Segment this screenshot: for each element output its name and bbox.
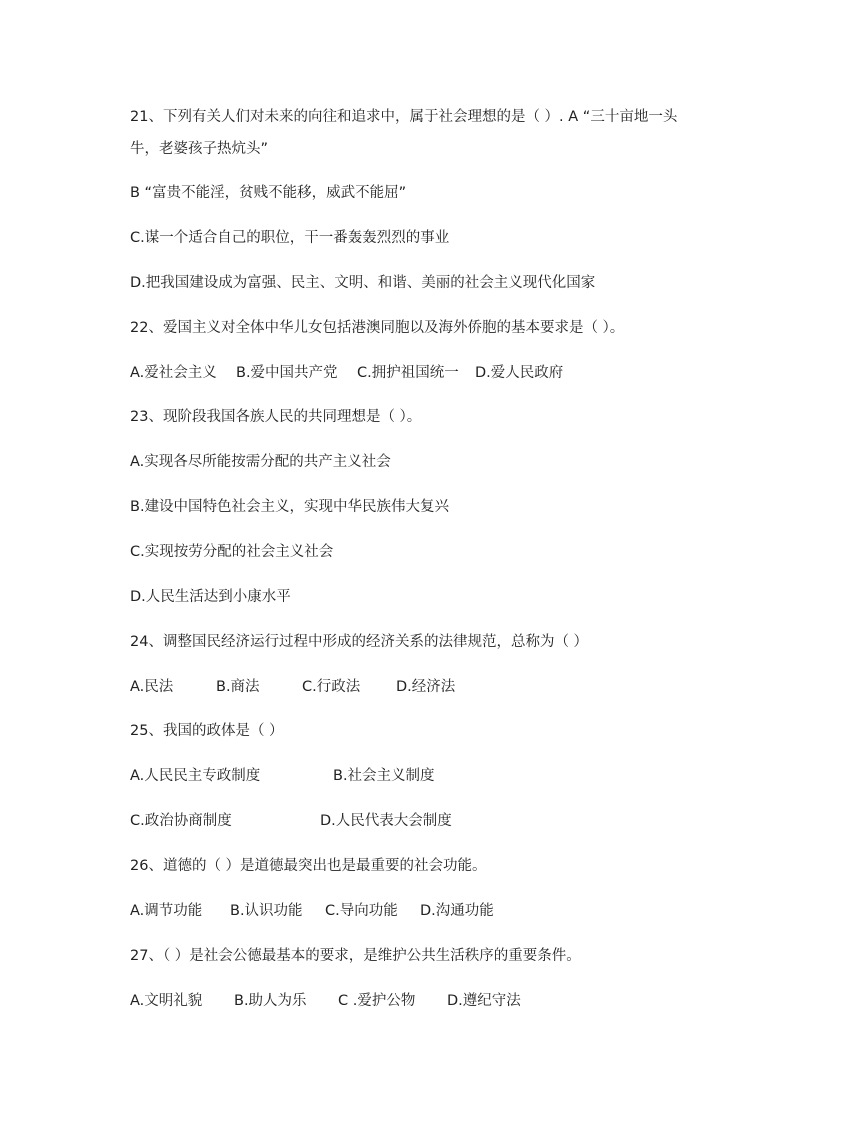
- question-22-option-b: B.爱中国共产党: [236, 365, 338, 381]
- question-23-option-a: A.实现各尽所能按需分配的共产主义社会: [130, 454, 391, 470]
- question-24-option-a: A.民法: [130, 679, 174, 695]
- question-21-stem-line1: 21、下列有关人们对未来的向往和追求中，属于社会理想的是（ ）. A “三十亩地一头: [130, 109, 678, 125]
- question-22-option-c: C.拥护祖国统一: [357, 365, 459, 381]
- question-22-option-d: D.爱人民政府: [475, 365, 564, 381]
- question-24-option-b: B.商法: [216, 679, 260, 695]
- question-21-option-c: C.谋一个适合自己的职位，干一番轰轰烈烈的事业: [130, 230, 450, 246]
- question-26-options: [130, 901, 494, 921]
- question-25-options-row1: [130, 766, 435, 786]
- question-21-option-d: D.把我国建设成为富强、民主、文明、和谐、美丽的社会主义现代化国家: [130, 275, 596, 291]
- question-25-option-c: C.政治协商制度: [130, 813, 232, 829]
- question-22-stem: 22、爱国主义对全体中华儿女包括港澳同胞以及海外侨胞的基本要求是（ ）。: [130, 320, 625, 336]
- question-22-options: [130, 363, 563, 383]
- question-26-option-a: A.调节功能: [130, 903, 203, 919]
- question-21-stem-line2: 牛，老婆孩子热炕头”: [130, 141, 269, 157]
- question-23-option-b: B.建设中国特色社会主义，实现中华民族伟大复兴: [130, 499, 450, 515]
- question-27-options: [130, 991, 521, 1011]
- question-23-option-d: D.人民生活达到小康水平: [130, 589, 291, 605]
- question-27-option-d: D.遵纪守法: [447, 993, 521, 1009]
- question-27-option-a: A.文明礼貌: [130, 993, 203, 1009]
- question-25-option-a: A.人民民主专政制度: [130, 768, 261, 784]
- question-25-option-d: D.人民代表大会制度: [320, 813, 452, 829]
- question-27-option-c: C .爱护公物: [338, 993, 416, 1009]
- question-26-stem: 26、道德的（ ）是道德最突出也是最重要的社会功能。: [130, 858, 487, 874]
- question-23-option-c: C.实现按劳分配的社会主义社会: [130, 544, 334, 560]
- question-26-option-d: D.沟通功能: [420, 903, 494, 919]
- question-22-option-a: A.爱社会主义: [130, 365, 217, 381]
- question-27-stem: 27、（ ）是社会公德最基本的要求，是维护公共生活秩序的重要条件。: [130, 948, 581, 964]
- question-25-options-row2: [130, 811, 452, 831]
- question-25-option-b: B.社会主义制度: [333, 768, 435, 784]
- question-26-option-c: C.导向功能: [325, 903, 398, 919]
- question-25-stem: 25、我国的政体是（ ）: [130, 723, 284, 739]
- question-24-option-c: C.行政法: [302, 679, 361, 695]
- question-24-option-d: D.经济法: [396, 679, 456, 695]
- question-27-option-b: B.助人为乐: [234, 993, 307, 1009]
- question-24-stem: 24、调整国民经济运行过程中形成的经济关系的法律规范，总称为（ ）: [130, 634, 589, 650]
- question-23-stem: 23、现阶段我国各族人民的共同理想是（ ）。: [130, 409, 422, 425]
- question-26-option-b: B.认识功能: [230, 903, 303, 919]
- question-24-options: [130, 677, 455, 697]
- question-21-option-b: B “富贵不能淫，贫贱不能移，威武不能屈”: [130, 185, 407, 201]
